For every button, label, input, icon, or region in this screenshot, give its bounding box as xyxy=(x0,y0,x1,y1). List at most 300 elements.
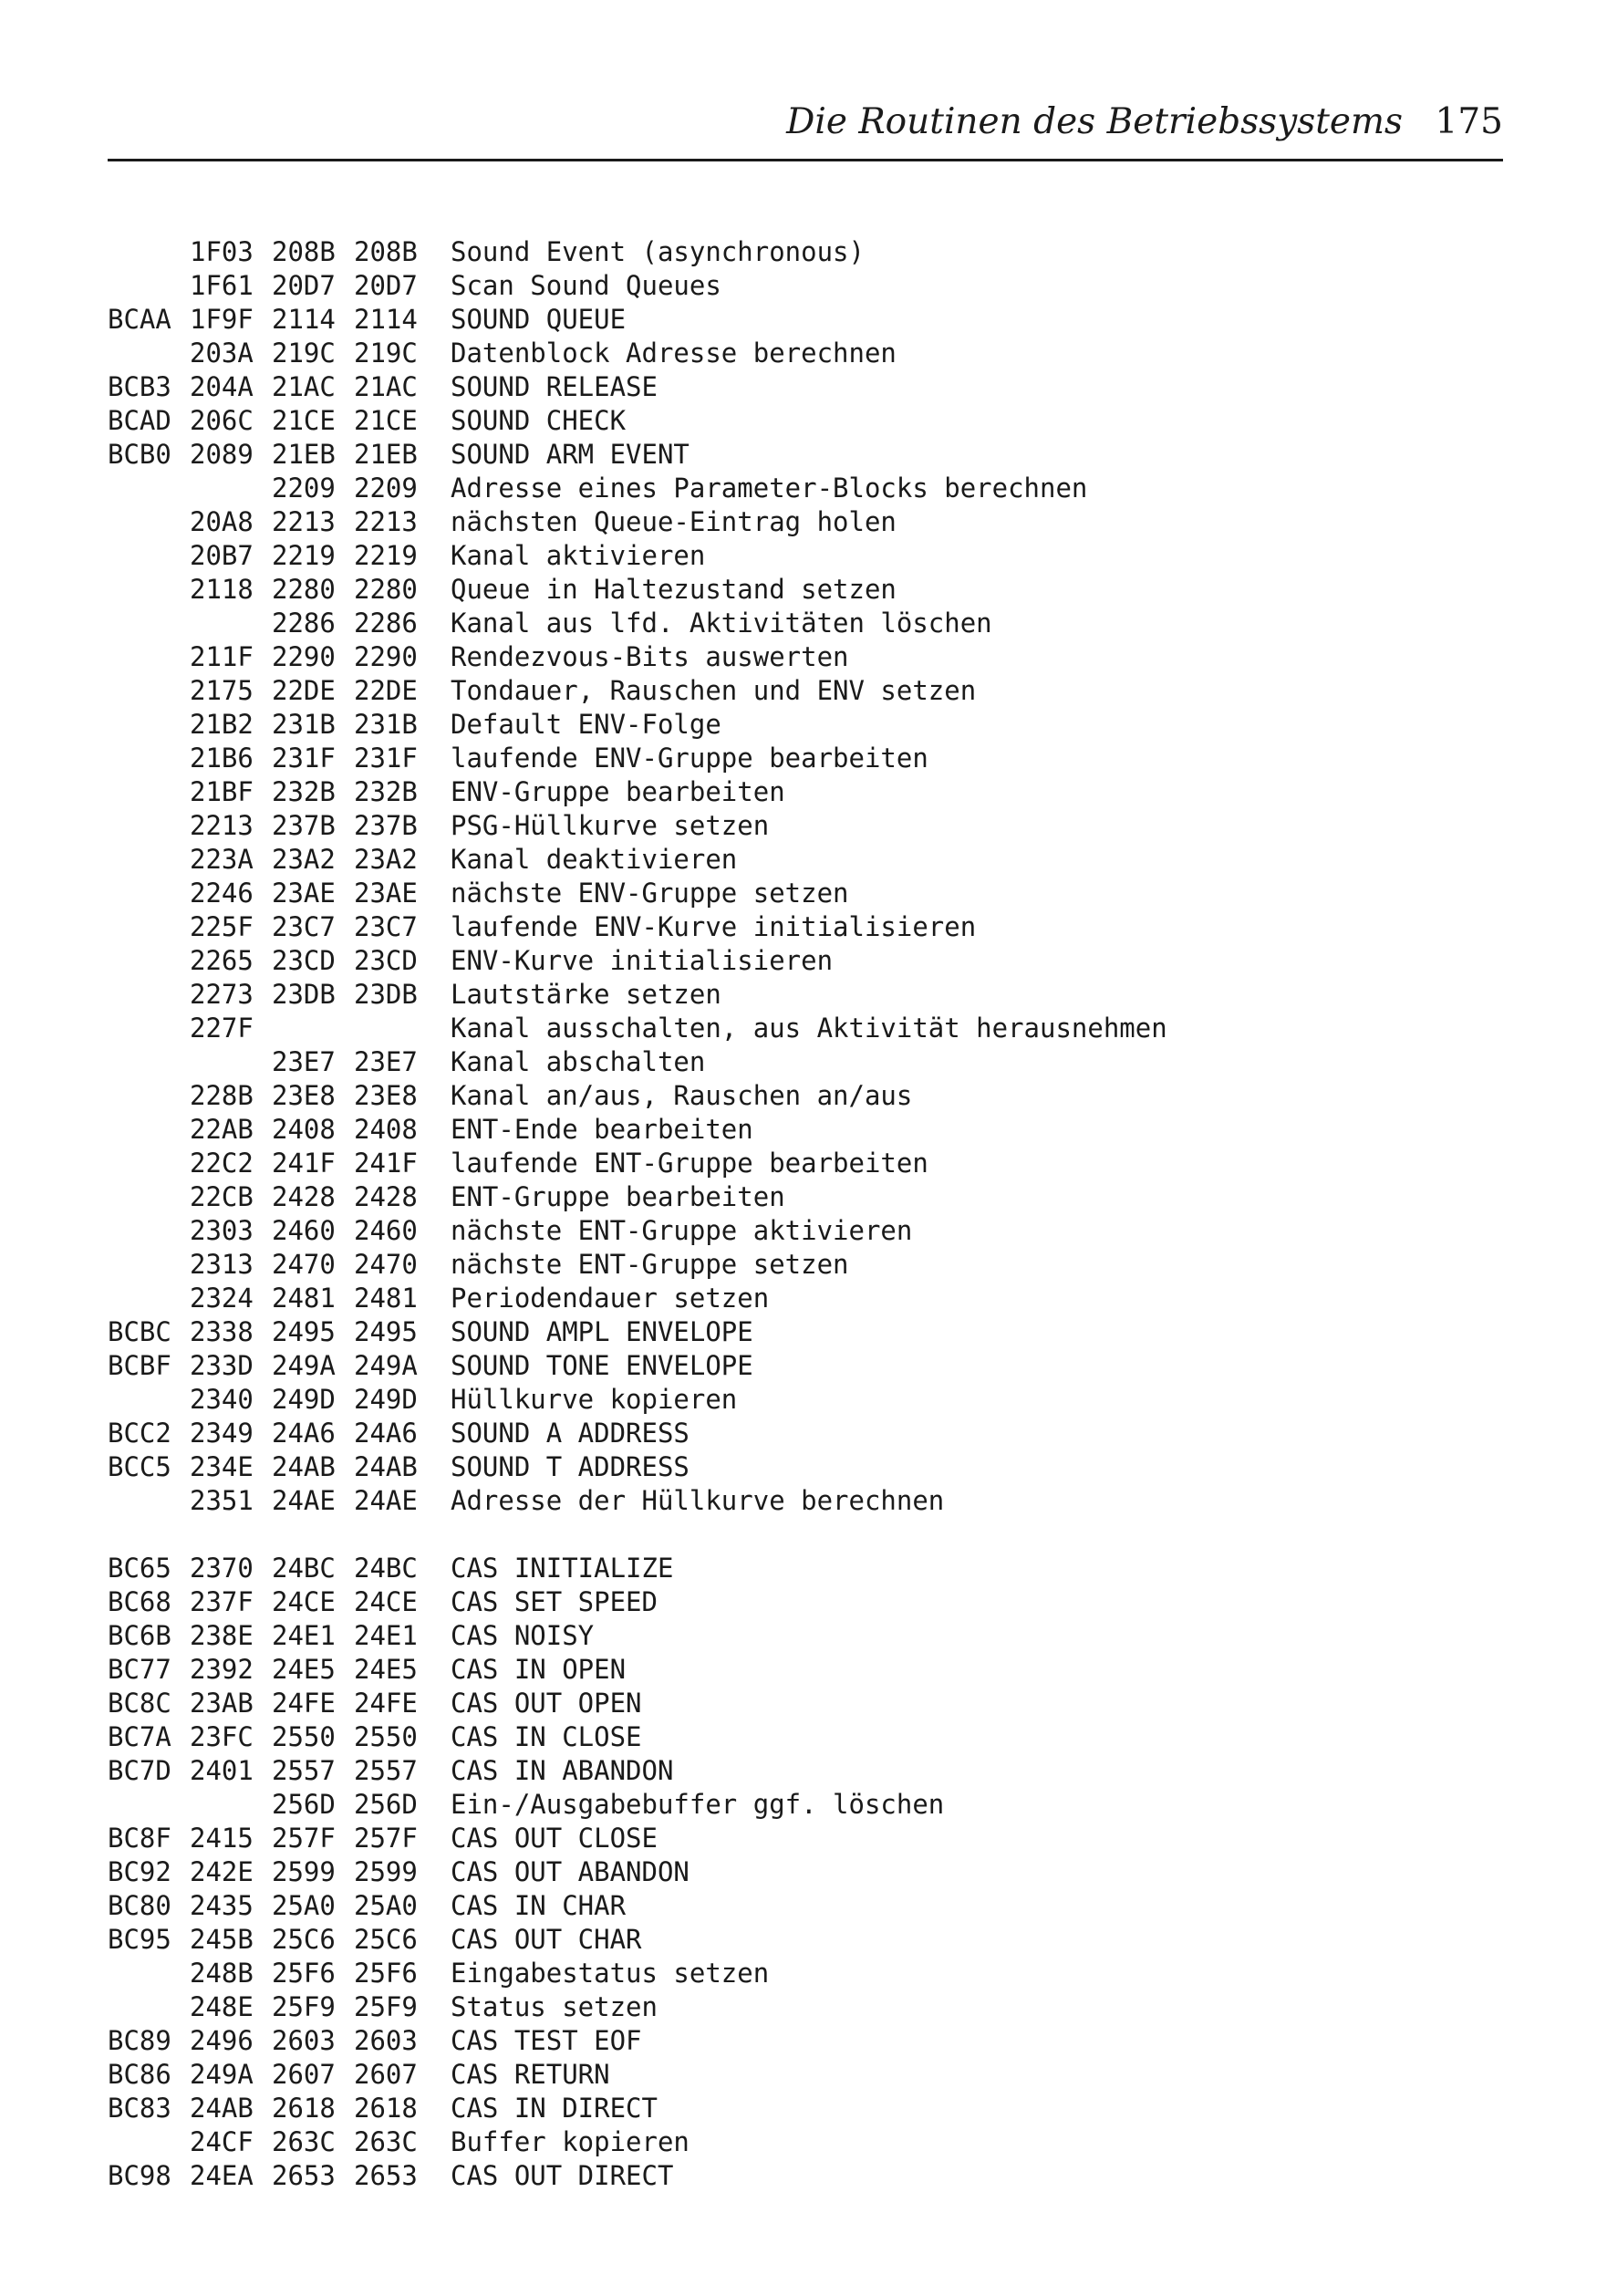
routine-description: CAS TEST EOF xyxy=(451,2025,642,2056)
routine-description: CAS IN DIRECT xyxy=(451,2093,658,2124)
address-v1: 227F xyxy=(190,1013,254,1044)
address-v1: 23FC xyxy=(190,1721,254,1752)
listing-row xyxy=(108,505,1503,539)
jump-address: BC65 xyxy=(108,1553,171,1584)
listing-row xyxy=(108,303,1503,337)
routine-description: Periodendauer setzen xyxy=(451,1283,770,1314)
listing-row xyxy=(108,1349,1503,1383)
address-v2: 219C xyxy=(272,338,336,369)
routine-description: PSG-Hüllkurve setzen xyxy=(451,810,770,841)
address-v3: 23AE xyxy=(354,878,418,909)
listing-row xyxy=(108,1315,1503,1349)
listing-row xyxy=(108,1180,1503,1214)
address-v2: 23E8 xyxy=(272,1080,336,1111)
address-v1: 24CF xyxy=(190,2126,254,2157)
listing-row xyxy=(108,708,1503,742)
listing-row xyxy=(108,370,1503,404)
address-v3: 2213 xyxy=(354,506,418,537)
address-v1: 2118 xyxy=(190,574,254,605)
address-v2: 2557 xyxy=(272,1755,336,1786)
routine-description: Kanal deaktivieren xyxy=(451,844,738,875)
listing-row xyxy=(108,1923,1503,1957)
listing-row xyxy=(108,337,1503,370)
routine-description: ENV-Kurve initialisieren xyxy=(451,945,834,976)
routine-description: Ein-/Ausgabebuffer ggf. löschen xyxy=(451,1789,945,1820)
routine-listing xyxy=(108,235,1503,2193)
address-v3: 2280 xyxy=(354,574,418,605)
address-v3: 2219 xyxy=(354,540,418,571)
address-v1: 2265 xyxy=(190,945,254,976)
jump-address: BC77 xyxy=(108,1654,171,1685)
address-v2: 241F xyxy=(272,1148,336,1179)
jump-address: BCC2 xyxy=(108,1418,171,1449)
routine-description: SOUND ARM EVENT xyxy=(451,439,689,470)
address-v3: 2557 xyxy=(354,1755,418,1786)
address-v1: 2213 xyxy=(190,810,254,841)
routine-description: Kanal an/aus, Rauschen an/aus xyxy=(451,1080,913,1111)
routine-description: Datenblock Adresse berechnen xyxy=(451,338,897,369)
jump-address: BCBC xyxy=(108,1316,171,1347)
jump-address: BC92 xyxy=(108,1856,171,1887)
address-v1: 2349 xyxy=(190,1418,254,1449)
address-v2: 263C xyxy=(272,2126,336,2157)
address-v3: 231F xyxy=(354,743,418,774)
address-v1: 2175 xyxy=(190,675,254,706)
address-v1: 2496 xyxy=(190,2025,254,2056)
address-v1: 24EA xyxy=(190,2160,254,2191)
address-v1: 22CB xyxy=(190,1181,254,1212)
address-v2: 2280 xyxy=(272,574,336,605)
listing-row xyxy=(108,1889,1503,1923)
address-v2: 2470 xyxy=(272,1249,336,1280)
routine-description: CAS IN OPEN xyxy=(451,1654,627,1685)
listing-row xyxy=(108,235,1503,269)
address-v3: 232B xyxy=(354,776,418,807)
listing-row xyxy=(108,1552,1503,1585)
address-v3: 2495 xyxy=(354,1316,418,1347)
address-v1: 2313 xyxy=(190,1249,254,1280)
listing-row xyxy=(108,843,1503,877)
address-v3: 24CE xyxy=(354,1586,418,1617)
address-v1: 21BF xyxy=(190,776,254,807)
address-v1: 245B xyxy=(190,1924,254,1955)
address-v2: 2209 xyxy=(272,473,336,504)
address-v1: 206C xyxy=(190,405,254,436)
address-v2: 208B xyxy=(272,236,336,267)
address-v1: 248E xyxy=(190,1991,254,2022)
address-v2: 2219 xyxy=(272,540,336,571)
page-number: 175 xyxy=(1435,101,1503,142)
address-v1: 203A xyxy=(190,338,254,369)
address-v3: 256D xyxy=(354,1789,418,1820)
listing-row xyxy=(108,1653,1503,1687)
address-v2: 2286 xyxy=(272,608,336,639)
address-v3: 208B xyxy=(354,236,418,267)
routine-description: Kanal aus lfd. Aktivitäten löschen xyxy=(451,608,992,639)
header-rule xyxy=(108,159,1503,161)
listing-row xyxy=(108,1822,1503,1855)
routine-description: Kanal abschalten xyxy=(451,1046,706,1077)
address-v1: 223A xyxy=(190,844,254,875)
routine-description: CAS SET SPEED xyxy=(451,1586,658,1617)
address-v3: 2209 xyxy=(354,473,418,504)
address-v3: 23DB xyxy=(354,979,418,1010)
running-title: Die Routinen des Betriebssystems xyxy=(786,101,1403,142)
address-v1: 22C2 xyxy=(190,1148,254,1179)
listing-row xyxy=(108,1687,1503,1720)
routine-description: CAS INITIALIZE xyxy=(451,1553,674,1584)
routine-description: Sound Event (asynchronous) xyxy=(451,236,865,267)
routine-description: Adresse eines Parameter-Blocks berechnen xyxy=(451,473,1088,504)
listing-row xyxy=(108,1214,1503,1248)
listing-row xyxy=(108,1417,1503,1450)
listing-row xyxy=(108,1113,1503,1147)
routine-description: ENT-Ende bearbeiten xyxy=(451,1114,753,1145)
address-v3: 2599 xyxy=(354,1856,418,1887)
address-v2: 256D xyxy=(272,1789,336,1820)
routine-description: Buffer kopieren xyxy=(451,2126,689,2157)
address-v2: 24E1 xyxy=(272,1620,336,1651)
listing-row xyxy=(108,2092,1503,2125)
listing-row xyxy=(108,1079,1503,1113)
routine-description: nächste ENT-Gruppe aktivieren xyxy=(451,1215,913,1246)
jump-address: BC86 xyxy=(108,2059,171,2090)
address-v3: 2618 xyxy=(354,2093,418,2124)
address-v3: 2286 xyxy=(354,608,418,639)
address-v1: 204A xyxy=(190,371,254,402)
address-v3: 24FE xyxy=(354,1688,418,1719)
address-v2: 2599 xyxy=(272,1856,336,1887)
address-v3: 249D xyxy=(354,1384,418,1415)
address-v1: 2303 xyxy=(190,1215,254,1246)
routine-description: CAS OUT CLOSE xyxy=(451,1823,658,1854)
listing-row xyxy=(108,1619,1503,1653)
address-v2: 24A6 xyxy=(272,1418,336,1449)
listing-row xyxy=(108,910,1503,944)
address-v3: 25C6 xyxy=(354,1924,418,1955)
routine-description: Tondauer, Rauschen und ENV setzen xyxy=(451,675,977,706)
listing-row xyxy=(108,1788,1503,1822)
jump-address: BC83 xyxy=(108,2093,171,2124)
routine-description: Lautstärke setzen xyxy=(451,979,721,1010)
address-v3: 23A2 xyxy=(354,844,418,875)
address-v2: 237B xyxy=(272,810,336,841)
routine-description: CAS OUT CHAR xyxy=(451,1924,642,1955)
address-v2: 23DB xyxy=(272,979,336,1010)
address-v3: 2603 xyxy=(354,2025,418,2056)
address-v2: 25C6 xyxy=(272,1924,336,1955)
address-v3: 24BC xyxy=(354,1553,418,1584)
address-v2: 257F xyxy=(272,1823,336,1854)
routine-description: Status setzen xyxy=(451,1991,658,2022)
address-v2: 2290 xyxy=(272,641,336,672)
address-v2: 2550 xyxy=(272,1721,336,1752)
routine-description: ENV-Gruppe bearbeiten xyxy=(451,776,785,807)
listing-row xyxy=(108,674,1503,708)
routine-description: laufende ENV-Gruppe bearbeiten xyxy=(451,743,928,774)
routine-description: SOUND AMPL ENVELOPE xyxy=(451,1316,753,1347)
listing-row xyxy=(108,573,1503,607)
routine-description: Default ENV-Folge xyxy=(451,709,721,740)
listing-row xyxy=(108,2024,1503,2058)
address-v3: 2114 xyxy=(354,304,418,335)
address-v1: 2338 xyxy=(190,1316,254,1347)
jump-address: BC95 xyxy=(108,1924,171,1955)
address-v2: 249A xyxy=(272,1350,336,1381)
address-v1: 2324 xyxy=(190,1283,254,1314)
listing-row xyxy=(108,809,1503,843)
address-v3: 2460 xyxy=(354,1215,418,1246)
routine-description: CAS IN ABANDON xyxy=(451,1755,674,1786)
address-v3: 24E1 xyxy=(354,1620,418,1651)
address-v2: 23C7 xyxy=(272,911,336,942)
address-v2: 21CE xyxy=(272,405,336,436)
address-v1: 23AB xyxy=(190,1688,254,1719)
routine-description: CAS IN CHAR xyxy=(451,1890,627,1921)
routine-description: Eingabestatus setzen xyxy=(451,1958,770,1989)
address-v3: 23E8 xyxy=(354,1080,418,1111)
listing-row xyxy=(108,2125,1503,2159)
address-v1: 2246 xyxy=(190,878,254,909)
routine-description: nächste ENT-Gruppe setzen xyxy=(451,1249,849,1280)
jump-address: BC80 xyxy=(108,1890,171,1921)
listing-row xyxy=(108,1045,1503,1079)
address-v2: 249D xyxy=(272,1384,336,1415)
listing-row xyxy=(108,438,1503,472)
address-v3: 23E7 xyxy=(354,1046,418,1077)
address-v2: 25F9 xyxy=(272,1991,336,2022)
address-v2: 2618 xyxy=(272,2093,336,2124)
address-v2: 24BC xyxy=(272,1553,336,1584)
listing-row xyxy=(108,1855,1503,1889)
routine-description: nächste ENV-Gruppe setzen xyxy=(451,878,849,909)
address-v3: 24A6 xyxy=(354,1418,418,1449)
address-v1: 249A xyxy=(190,2059,254,2090)
address-v2: 20D7 xyxy=(272,270,336,301)
listing-row xyxy=(108,1248,1503,1282)
address-v1: 237F xyxy=(190,1586,254,1617)
address-v1: 211F xyxy=(190,641,254,672)
address-v3: 2607 xyxy=(354,2059,418,2090)
routine-description: SOUND QUEUE xyxy=(451,304,627,335)
address-v1: 2340 xyxy=(190,1384,254,1415)
routine-description: Kanal aktivieren xyxy=(451,540,706,571)
address-v2: 2114 xyxy=(272,304,336,335)
address-v2: 2460 xyxy=(272,1215,336,1246)
address-v2: 2213 xyxy=(272,506,336,537)
address-v1: 21B6 xyxy=(190,743,254,774)
routine-description: nächsten Queue-Eintrag holen xyxy=(451,506,897,537)
address-v2: 2607 xyxy=(272,2059,336,2090)
address-v1: 234E xyxy=(190,1451,254,1482)
address-v3: 2481 xyxy=(354,1283,418,1314)
jump-address: BCBF xyxy=(108,1350,171,1381)
address-v3: 231B xyxy=(354,709,418,740)
address-v2: 2603 xyxy=(272,2025,336,2056)
address-v3: 2408 xyxy=(354,1114,418,1145)
address-v2: 24AB xyxy=(272,1451,336,1482)
routine-description: SOUND CHECK xyxy=(451,405,627,436)
address-v2: 25F6 xyxy=(272,1958,336,1989)
address-v3: 241F xyxy=(354,1148,418,1179)
address-v3: 257F xyxy=(354,1823,418,1854)
address-v2: 24AE xyxy=(272,1485,336,1516)
address-v3: 24AB xyxy=(354,1451,418,1482)
address-v3: 25F9 xyxy=(354,1991,418,2022)
address-v1: 20B7 xyxy=(190,540,254,571)
routine-description: Queue in Haltezustand setzen xyxy=(451,574,897,605)
routine-description: SOUND T ADDRESS xyxy=(451,1451,689,1482)
listing-row xyxy=(108,1383,1503,1417)
address-v3: 20D7 xyxy=(354,270,418,301)
routine-description: Kanal ausschalten, aus Aktivität herausnehmen xyxy=(451,1013,1167,1044)
listing-row xyxy=(108,2058,1503,2092)
jump-address: BCAD xyxy=(108,405,171,436)
address-v3: 2550 xyxy=(354,1721,418,1752)
listing-row xyxy=(108,1585,1503,1619)
address-v1: 24AB xyxy=(190,2093,254,2124)
address-v1: 2089 xyxy=(190,439,254,470)
address-v1: 2435 xyxy=(190,1890,254,1921)
address-v2: 2653 xyxy=(272,2160,336,2191)
address-v3: 249A xyxy=(354,1350,418,1381)
listing-row xyxy=(108,269,1503,303)
address-v3: 24AE xyxy=(354,1485,418,1516)
address-v2: 24FE xyxy=(272,1688,336,1719)
listing-row xyxy=(108,1720,1503,1754)
listing-row xyxy=(108,978,1503,1012)
listing-row xyxy=(108,1450,1503,1484)
listing-row xyxy=(108,775,1503,809)
listing-row xyxy=(108,404,1503,438)
address-v2: 231F xyxy=(272,743,336,774)
routine-description: Rendezvous-Bits auswerten xyxy=(451,641,849,672)
address-v1: 2415 xyxy=(190,1823,254,1854)
address-v2: 2481 xyxy=(272,1283,336,1314)
address-v1: 248B xyxy=(190,1958,254,1989)
jump-address: BC7A xyxy=(108,1721,171,1752)
listing-row xyxy=(108,640,1503,674)
listing-row xyxy=(108,1957,1503,1990)
listing-row xyxy=(108,877,1503,910)
address-v2: 23CD xyxy=(272,945,336,976)
address-v3: 2290 xyxy=(354,641,418,672)
address-v3: 21EB xyxy=(354,439,418,470)
address-v1: 1F9F xyxy=(190,304,254,335)
address-v3: 2653 xyxy=(354,2160,418,2191)
listing-row xyxy=(108,1484,1503,1518)
jump-address: BC8F xyxy=(108,1823,171,1854)
address-v2: 2495 xyxy=(272,1316,336,1347)
address-v1: 2273 xyxy=(190,979,254,1010)
address-v3: 2428 xyxy=(354,1181,418,1212)
address-v3: 21AC xyxy=(354,371,418,402)
page-header xyxy=(108,95,1503,150)
address-v2: 23E7 xyxy=(272,1046,336,1077)
address-v1: 1F61 xyxy=(190,270,254,301)
address-v1: 2392 xyxy=(190,1654,254,1685)
listing-row xyxy=(108,2159,1503,2193)
address-v1: 233D xyxy=(190,1350,254,1381)
address-v1: 228B xyxy=(190,1080,254,1111)
jump-address: BCC5 xyxy=(108,1451,171,1482)
listing-row xyxy=(108,539,1503,573)
address-v2: 231B xyxy=(272,709,336,740)
routine-description: ENT-Gruppe bearbeiten xyxy=(451,1181,785,1212)
routine-description: CAS OUT OPEN xyxy=(451,1688,642,1719)
routine-description: laufende ENV-Kurve initialisieren xyxy=(451,911,977,942)
jump-address: BC8C xyxy=(108,1688,171,1719)
jump-address: BC68 xyxy=(108,1586,171,1617)
jump-address: BC7D xyxy=(108,1755,171,1786)
address-v3: 21CE xyxy=(354,405,418,436)
address-v1: 2370 xyxy=(190,1553,254,1584)
address-v1: 2351 xyxy=(190,1485,254,1516)
listing-row xyxy=(108,742,1503,775)
address-v3: 237B xyxy=(354,810,418,841)
routine-description: SOUND TONE ENVELOPE xyxy=(451,1350,753,1381)
routine-description: Scan Sound Queues xyxy=(451,270,721,301)
routine-description: SOUND A ADDRESS xyxy=(451,1418,689,1449)
address-v1: 242E xyxy=(190,1856,254,1887)
address-v3: 23C7 xyxy=(354,911,418,942)
listing-row xyxy=(108,1147,1503,1180)
routine-description: laufende ENT-Gruppe bearbeiten xyxy=(451,1148,928,1179)
listing-row xyxy=(108,472,1503,505)
jump-address: BCB3 xyxy=(108,371,171,402)
jump-address: BC98 xyxy=(108,2160,171,2191)
address-v2: 23AE xyxy=(272,878,336,909)
address-v2: 22DE xyxy=(272,675,336,706)
address-v2: 21AC xyxy=(272,371,336,402)
listing-row xyxy=(108,1012,1503,1045)
address-v2: 2428 xyxy=(272,1181,336,1212)
routine-description: CAS IN CLOSE xyxy=(451,1721,642,1752)
address-v3: 263C xyxy=(354,2126,418,2157)
address-v1: 225F xyxy=(190,911,254,942)
address-v3: 2470 xyxy=(354,1249,418,1280)
address-v3: 219C xyxy=(354,338,418,369)
address-v1: 22AB xyxy=(190,1114,254,1145)
address-v2: 24CE xyxy=(272,1586,336,1617)
routine-description: SOUND RELEASE xyxy=(451,371,658,402)
address-v1: 2401 xyxy=(190,1755,254,1786)
routine-description: CAS NOISY xyxy=(451,1620,595,1651)
listing-row xyxy=(108,607,1503,640)
address-v2: 25A0 xyxy=(272,1890,336,1921)
routine-description: Hüllkurve kopieren xyxy=(451,1384,738,1415)
address-v3: 22DE xyxy=(354,675,418,706)
address-v3: 24E5 xyxy=(354,1654,418,1685)
address-v1: 1F03 xyxy=(190,236,254,267)
address-v3: 25F6 xyxy=(354,1958,418,1989)
address-v1: 238E xyxy=(190,1620,254,1651)
address-v2: 24E5 xyxy=(272,1654,336,1685)
address-v1: 21B2 xyxy=(190,709,254,740)
jump-address: BCAA xyxy=(108,304,171,335)
address-v2: 2408 xyxy=(272,1114,336,1145)
jump-address: BC6B xyxy=(108,1620,171,1651)
jump-address: BCB0 xyxy=(108,439,171,470)
routine-description: Adresse der Hüllkurve berechnen xyxy=(451,1485,945,1516)
listing-row xyxy=(108,944,1503,978)
routine-description: CAS OUT ABANDON xyxy=(451,1856,689,1887)
listing-row xyxy=(108,1990,1503,2024)
address-v2: 23A2 xyxy=(272,844,336,875)
listing-row xyxy=(108,1282,1503,1315)
routine-description: CAS RETURN xyxy=(451,2059,610,2090)
address-v3: 25A0 xyxy=(354,1890,418,1921)
